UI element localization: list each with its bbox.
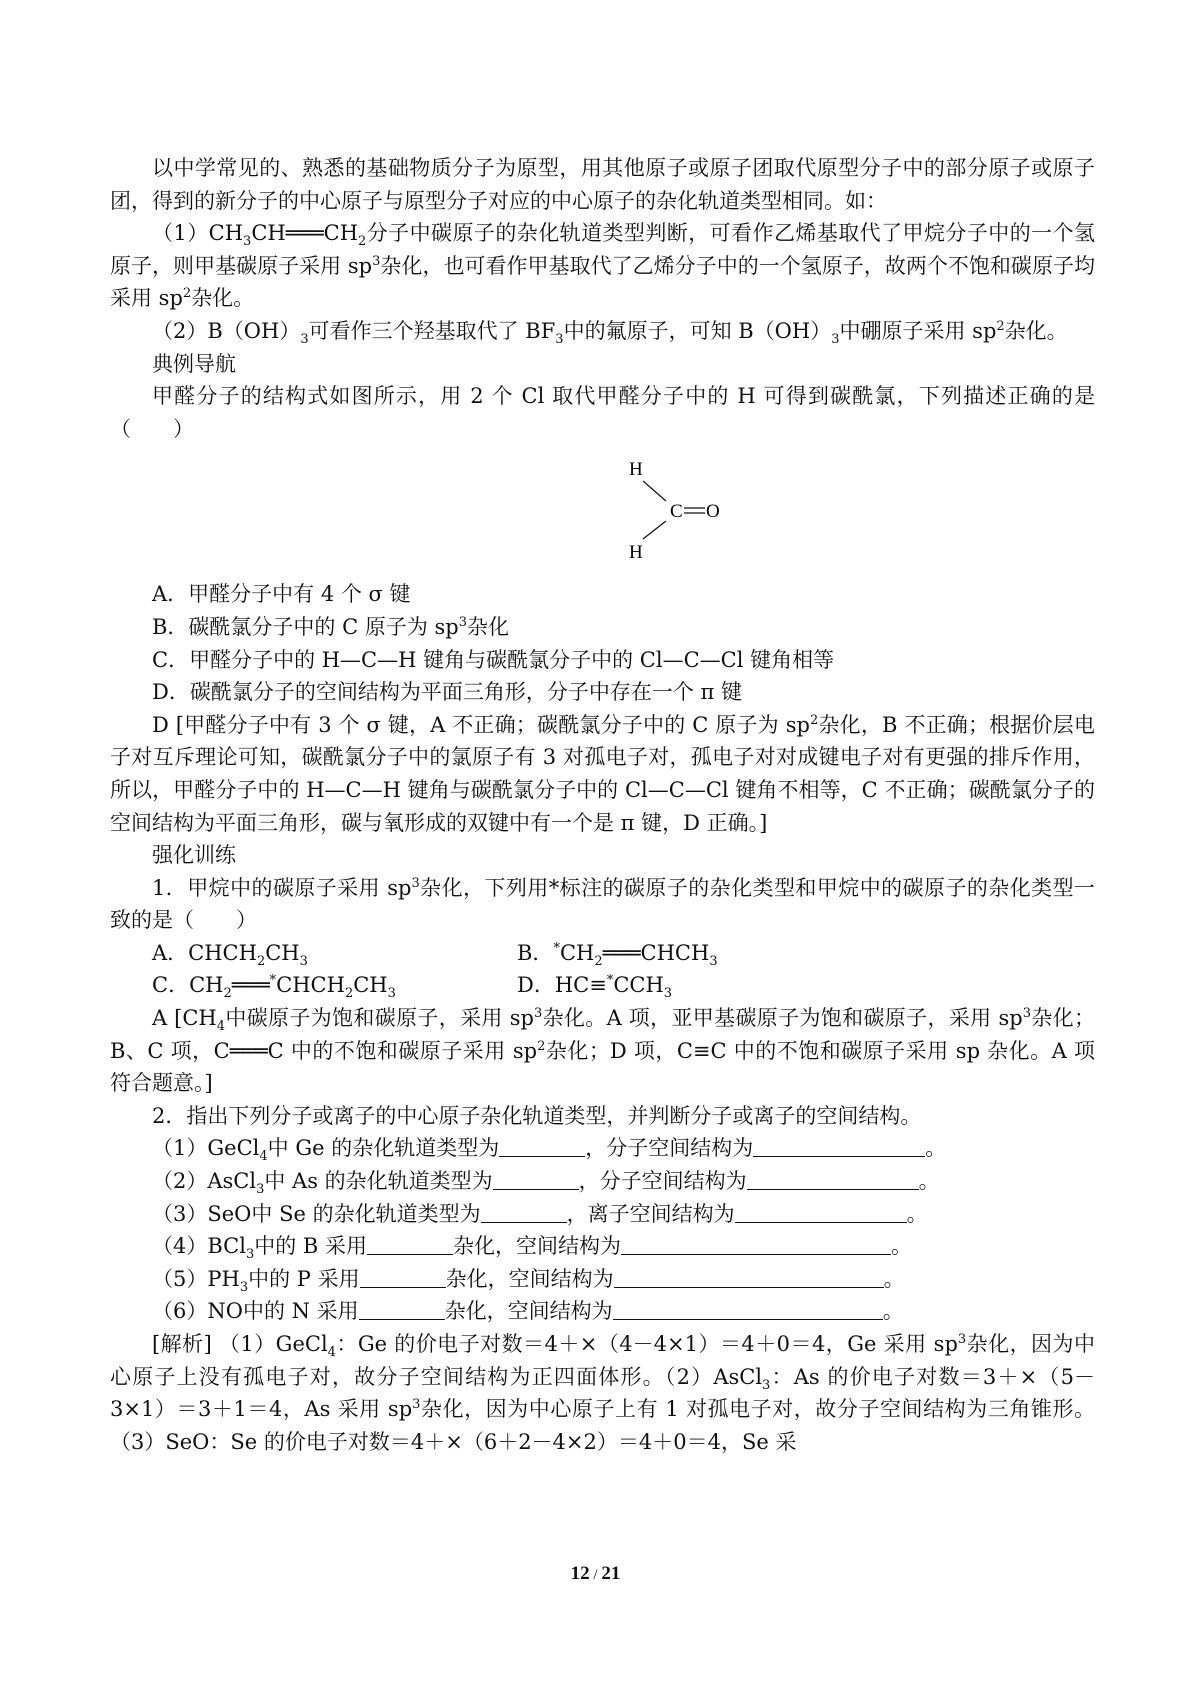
text: ═══CHCH xyxy=(602,940,710,965)
question-2 xyxy=(110,1100,1095,1133)
text: 可看作三个羟基取代了 BF xyxy=(308,318,556,343)
text: 中的 B 采用 xyxy=(254,1234,368,1259)
subscript: 2 xyxy=(594,954,603,970)
superscript: 2 xyxy=(809,712,819,728)
question-text: 甲醛分子的结构式如图所示，用 2 个 Cl 取代甲醛分子中的 H 可得到碳酰氯，下列描述正确的是（ ） xyxy=(110,384,1095,441)
text: （1）CH xyxy=(152,221,244,246)
subscript: 3 xyxy=(709,954,718,970)
text: 杂化。 xyxy=(1004,318,1068,343)
example-question xyxy=(110,380,1095,445)
text: ：Ge 的价电子对数＝4＋×（4－4×1）＝4＋0＝4，Ge 采用 sp xyxy=(335,1332,958,1356)
superscript: 3 xyxy=(957,1332,967,1347)
text: 中 Se 的杂化轨道类型为 xyxy=(251,1201,481,1226)
superscript: 3 xyxy=(1022,1006,1031,1022)
text: 杂化，因为中心原子上有 1 对孤电子对，故分子空间结构为三角锥形。（3）SeO：Se 的价电子对数＝4＋×（6＋2－4×2）＝4＋0＝4，Se 采 xyxy=(110,1397,1095,1454)
subscript: 4 xyxy=(327,1345,336,1361)
superscript: 3 xyxy=(533,1006,543,1022)
superscript: 3 xyxy=(458,614,468,630)
text: A．CHCH xyxy=(152,940,257,965)
option-text: C．甲醛分子中的 H—C—H 键角与碳酰氯分子中的 Cl—C—Cl 键角相等 xyxy=(152,647,835,672)
subscript: 3 xyxy=(555,332,564,348)
answer-blank[interactable] xyxy=(360,1267,446,1288)
text: 。 xyxy=(925,1136,947,1161)
training-heading xyxy=(110,839,1095,872)
subscript: 3 xyxy=(256,1182,265,1198)
question-text: 1．甲烷中的碳原子采用 sp xyxy=(152,875,412,900)
option-text: B．碳酰氯分子中的 C 原子为 sp xyxy=(152,614,459,639)
structural-formula-diagram xyxy=(565,453,720,568)
text: CH═══CH xyxy=(251,221,359,246)
superscript: 3 xyxy=(372,253,381,269)
superscript: 2 xyxy=(182,286,192,302)
q1-option-b xyxy=(517,937,718,970)
text: 杂化，因为中心原子上没有孤电子对，故分子空间结构为正四面体形。（2）AsCl xyxy=(110,1332,1095,1389)
intro-text: 以中学常见的、熟悉的基础物质分子为原型，用其他原子或原子团取代原型分子中的部分原子或原子团，得到的新分子的中心原子与原型分子对应的中心原子的杂化轨道类型相同。如： xyxy=(110,156,1095,213)
option-d xyxy=(110,676,1095,709)
text: CHCH xyxy=(276,973,345,998)
superscript: 2 xyxy=(996,318,1005,334)
answer-blank[interactable] xyxy=(735,1202,907,1223)
text: ，分子空间结构为 xyxy=(578,1169,747,1194)
text: （2）AsCl xyxy=(152,1169,257,1194)
subscript: 3 xyxy=(243,234,252,250)
text: 分子中碳原子的杂化轨道类型判断，可看作乙烯基取代了甲烷分子中的一个氢原子，则甲基碳原子采用 sp xyxy=(110,221,1095,278)
text: 中的氟原子，可知 B（OH） xyxy=(563,318,832,343)
text: （1）GeCl xyxy=(152,1136,260,1161)
text: C．CH xyxy=(152,973,224,998)
text: （5）PH xyxy=(152,1266,240,1291)
atom-h-top: H xyxy=(629,459,643,481)
option-text: D．碳酰氯分子的空间结构为平面三角形，分子中存在一个 π 键 xyxy=(152,680,742,705)
intro-paragraph xyxy=(110,152,1095,217)
q2-item-3 xyxy=(110,1198,1095,1231)
question-text: 杂化，下列用*标注的碳原子的杂化类型和甲烷中的碳原子的杂化类型一致的是（ ） xyxy=(110,875,1096,933)
answer-blank[interactable] xyxy=(499,1136,585,1157)
text: 。 xyxy=(918,1169,940,1194)
text: 杂化；D 项，C≡C 中的不饱和碳原子采用 sp 杂化。A 项符合题意。] xyxy=(110,1038,1095,1096)
subscript: 2 xyxy=(344,986,354,1002)
atom-h-bottom: H xyxy=(629,542,643,564)
question-1-options-row-1 xyxy=(110,937,1095,970)
q2-item-2 xyxy=(110,1165,1095,1198)
subscript: 2 xyxy=(358,234,367,250)
answer-blank[interactable] xyxy=(359,1299,445,1320)
option-text: A．甲醛分子中有 4 个 σ 键 xyxy=(152,582,411,607)
subscript: 3 xyxy=(762,1377,771,1393)
text: 中碳原子为饱和碳原子，采用 sp xyxy=(225,1006,534,1031)
answer-blank[interactable] xyxy=(747,1169,919,1190)
text: ，离子空间结构为 xyxy=(566,1201,735,1226)
page-content xyxy=(110,152,1095,1458)
text: CCH xyxy=(613,973,664,998)
point-2-paragraph xyxy=(110,315,1095,348)
answer-blank[interactable] xyxy=(753,1136,925,1157)
text: CH xyxy=(559,940,595,965)
q1-option-a xyxy=(152,937,517,970)
question-1-options-row-2 xyxy=(110,969,1095,1002)
option-a xyxy=(110,578,1095,611)
q1-option-c xyxy=(152,969,517,1002)
subscript: 2 xyxy=(223,986,232,1002)
text: 。 xyxy=(891,1234,913,1259)
text: 杂化。A 项，亚甲基碳原子为饱和碳原子，采用 sp xyxy=(542,1006,1023,1031)
q2-item-5 xyxy=(110,1263,1095,1296)
subscript: 4 xyxy=(259,1149,268,1165)
bond-h-c-top xyxy=(643,481,666,501)
subscript: 3 xyxy=(245,1247,255,1263)
answer-blank[interactable] xyxy=(481,1202,567,1223)
subscript: 3 xyxy=(299,954,308,970)
question-text: 2．指出下列分子或离子的中心原子杂化轨道类型，并判断分子或离子的空间结构。 xyxy=(152,1103,922,1128)
text: CH xyxy=(265,940,300,965)
text: B． xyxy=(517,940,554,965)
bond-h-c-bottom xyxy=(643,521,666,539)
option-b xyxy=(110,611,1095,644)
answer-blank[interactable] xyxy=(621,1234,891,1255)
superscript: 2 xyxy=(537,1038,546,1054)
text: ═══ xyxy=(231,973,270,998)
option-c xyxy=(110,644,1095,677)
formaldehyde-structure xyxy=(110,453,1095,568)
text: 杂化，空间结构为 xyxy=(453,1234,622,1259)
superscript: 3 xyxy=(411,875,420,891)
subscript: 3 xyxy=(663,986,673,1002)
star-mark: * xyxy=(269,973,277,989)
text: 。 xyxy=(882,1299,904,1324)
atom-o: O xyxy=(706,501,720,523)
answer-blank[interactable] xyxy=(493,1169,579,1190)
option-text: 杂化 xyxy=(467,614,510,639)
answer-blank[interactable] xyxy=(613,1299,883,1320)
text: 杂化；B、C 项，C═══C 中的不饱和碳原子采用 sp xyxy=(110,1006,1096,1063)
text: 。 xyxy=(906,1201,928,1226)
heading-text: 典例导航 xyxy=(152,351,236,376)
answer-text: 杂化，B 不正确；根据价层电子对互斥理论可知，碳酰氯分子中的氯原子有 3 对孤电子对，孤电子对对成键电子对有更强的排斥作用，所以，甲醛分子中的 H—C—H 键角与碳酰氯分子中的 Cl—C—Cl 键角不相等，C 不正确；碳酰氯分子的空间结构为平面三角形，碳与氧形成的双键中有一个是 π 键，D 正确。] xyxy=(110,712,1095,835)
subscript: 2 xyxy=(256,954,266,970)
answer-text: D [甲醛分子中有 3 个 σ 键，A 不正确；碳酰氯分子中的 C 原子为 sp xyxy=(152,712,810,737)
page-number xyxy=(0,1563,1191,1585)
q2-item-1 xyxy=(110,1132,1095,1165)
text: 杂化。 xyxy=(191,286,255,311)
text: D．HC≡ xyxy=(517,973,607,998)
atom-c: C xyxy=(670,501,683,523)
q1-option-d xyxy=(517,969,672,1002)
text: （4）BCl xyxy=(152,1234,246,1259)
text: 中的 P 采用 xyxy=(248,1266,360,1291)
text: 杂化，也可看作甲基取代了乙烯分子中的一个氢原子，故两个不饱和碳原子均采用 sp xyxy=(110,253,1095,311)
text: （2）B（OH） xyxy=(152,318,301,343)
subscript: 3 xyxy=(831,332,840,348)
text: ：As 的价电子对数＝3＋×（5－3×1）＝3＋1＝4，As 采用 sp xyxy=(110,1364,1095,1422)
answer-blank[interactable] xyxy=(367,1234,453,1255)
analysis-paragraph xyxy=(110,1328,1095,1458)
heading-text: 强化训练 xyxy=(152,843,236,868)
text: 中 As 的杂化轨道类型为 xyxy=(264,1169,493,1194)
answer-blank[interactable] xyxy=(614,1267,884,1288)
example-answer xyxy=(110,709,1095,839)
total-pages: 21 xyxy=(601,1563,621,1584)
superscript: 3 xyxy=(412,1397,421,1413)
page-separator: / xyxy=(589,1567,602,1583)
text: 杂化，空间结构为 xyxy=(444,1299,613,1324)
text: CH xyxy=(353,973,388,998)
text: 中的 N 采用 xyxy=(242,1299,359,1324)
q2-item-4 xyxy=(110,1230,1095,1263)
text: 。 xyxy=(883,1266,905,1291)
subscript: 3 xyxy=(300,332,309,348)
text: （6）NO xyxy=(152,1299,243,1324)
subscript: 3 xyxy=(387,986,396,1002)
text: （3）SeO xyxy=(152,1201,252,1226)
q2-item-6 xyxy=(110,1295,1095,1328)
current-page: 12 xyxy=(570,1563,590,1584)
text: [解析] （1）GeCl xyxy=(152,1332,328,1356)
text: 杂化，空间结构为 xyxy=(445,1266,614,1291)
star-mark: * xyxy=(606,973,614,989)
example-heading xyxy=(110,348,1095,381)
subscript: 3 xyxy=(239,1280,249,1295)
text: A [CH xyxy=(152,1006,217,1031)
text: ，分子空间结构为 xyxy=(585,1136,754,1161)
star-mark: * xyxy=(553,940,560,956)
point-1-paragraph xyxy=(110,217,1095,315)
question-1 xyxy=(110,872,1095,937)
question-1-answer xyxy=(110,1002,1095,1100)
text: 中硼原子采用 sp xyxy=(839,318,997,343)
text: 中 Ge 的杂化轨道类型为 xyxy=(267,1136,500,1161)
subscript: 4 xyxy=(216,1019,226,1035)
